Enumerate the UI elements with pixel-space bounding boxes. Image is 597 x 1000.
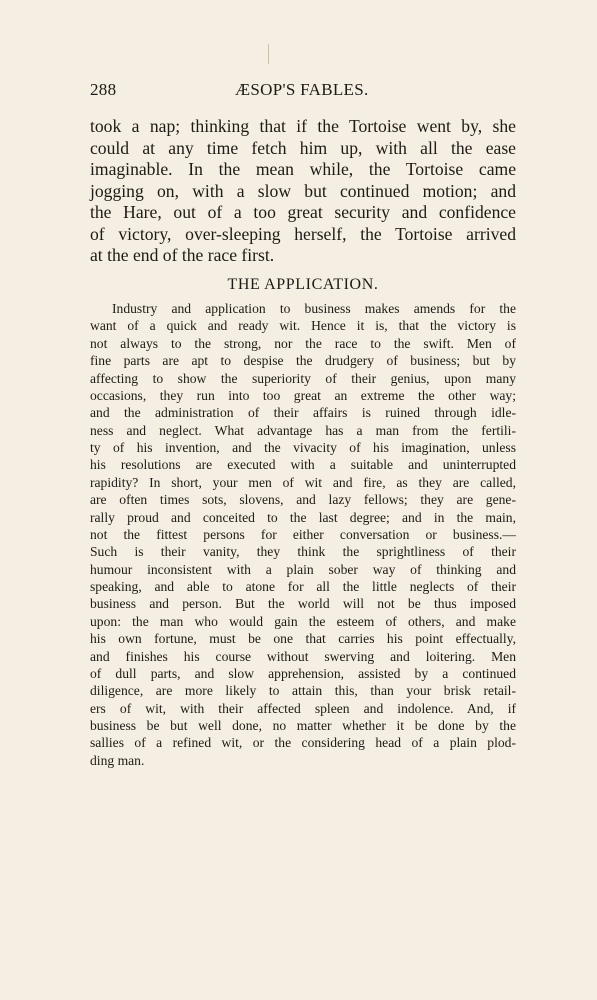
- application-line: humour inconsistent with a plain sober way of thinking and: [90, 561, 516, 577]
- application-line: occasions, they run into too great an extreme the other way;: [90, 387, 516, 403]
- application-line: diligence, are more likely to attain this, than your brisk retail-: [90, 683, 516, 699]
- running-title: ÆSOP'S FABLES.: [235, 80, 369, 99]
- application-line: want of a quick and ready wit. Hence it is, that the victory is: [90, 318, 516, 334]
- application-line: not always to the strong, nor the race to the swift. Men of: [90, 335, 516, 351]
- fable-line: could at any time fetch him up, with all the ease: [90, 137, 516, 158]
- application-line: ty of his invention, and the vivacity of his imagination, unless: [90, 440, 516, 455]
- fable-text: [90, 116, 516, 267]
- application-line: rally proud and conceited to the last degree; and in the main,: [90, 509, 516, 525]
- application-line: Industry and application to business makes amends for the: [112, 301, 516, 316]
- application-line: ness and neglect. What advantage has a man from the fertili-: [90, 422, 516, 438]
- application-line: business be but well done, no matter whether it be done by the: [90, 718, 516, 733]
- fable-line: jogging on, with a slow but continued motion; and: [90, 180, 516, 201]
- application-line: of dull parts, and slow apprehension, assisted by a continued: [90, 665, 516, 681]
- page-number: 288: [90, 80, 117, 99]
- application-heading: THE APPLICATION.: [227, 276, 379, 293]
- application-line: ding man.: [90, 752, 145, 768]
- fable-line: at the end of the race first.: [90, 245, 275, 265]
- application-line: upon: the man who would gain the esteem of others, and make: [90, 613, 516, 629]
- application-line: speaking, and able to atone for all the little neglects of their: [90, 579, 516, 594]
- application-text: [90, 300, 516, 769]
- application-line: his own fortune, must be one that carries his point effectually,: [90, 631, 516, 647]
- application-line: and finishes his course without swerving and loitering. Men: [90, 648, 516, 664]
- page-mark: [268, 44, 269, 64]
- application-line: not the fittest persons for either conversation or business.—: [90, 526, 516, 542]
- application-line: sallies of a refined wit, or the considering head of a plain plod-: [90, 735, 516, 751]
- application-line: his resolutions are executed with a suitable and uninterrupted: [90, 457, 516, 473]
- application-line: rapidity? In short, your men of wit and fire, as they are called,: [90, 474, 516, 490]
- fable-line: took a nap; thinking that if the Tortoise went by, she: [90, 116, 516, 136]
- application-line: affecting to show the superiority of their genius, upon many: [90, 370, 516, 386]
- application-line: ers of wit, with their affected spleen and indolence. And, if: [90, 700, 516, 716]
- page-header: [90, 80, 510, 104]
- application-line: fine parts are apt to despise the drudgery of business; but by: [90, 353, 516, 369]
- fable-line: imaginable. In the mean while, the Tortoise came: [90, 159, 516, 179]
- fable-line: of victory, over-sleeping herself, the Tortoise arrived: [90, 223, 516, 244]
- fable-line: the Hare, out of a too great security and confidence: [90, 202, 516, 222]
- application-line: and the administration of their affairs is ruined through idle-: [90, 405, 516, 421]
- application-line: business and person. But the world will not be thus imposed: [90, 596, 516, 612]
- application-line: Such is their vanity, they think the sprightliness of their: [90, 544, 516, 560]
- application-line: are often times sots, slovens, and lazy fellows; they are gene-: [90, 492, 516, 508]
